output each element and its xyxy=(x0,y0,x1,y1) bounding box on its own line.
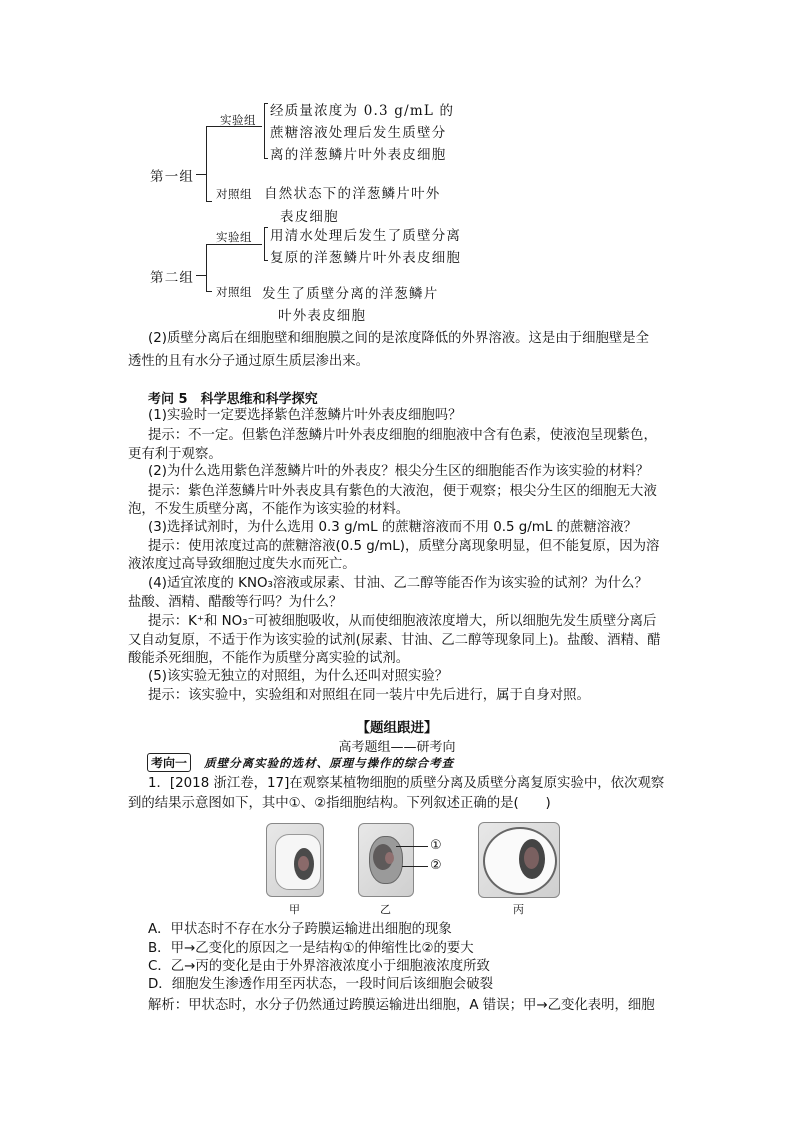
kaowen5-line: (5)该实验无独立的对照组，为什么还叫对照实验？ xyxy=(148,669,449,684)
marker-1: ① xyxy=(430,838,442,853)
figure-label-yi: 乙 xyxy=(380,903,391,916)
para2-line1: (2)质壁分离后在细胞壁和细胞膜之间的是浓度降低的外界溶液。这是由于细胞壁是全 xyxy=(148,331,650,346)
figure-label-bing: 丙 xyxy=(513,903,524,916)
topic-title: 质壁分离实验的选材、原理与操作的综合考查 xyxy=(204,756,455,770)
tizu-subheading: 高考题组——研考向 xyxy=(338,740,456,755)
kaowen5-line: 提示：该实验中，实验组和对照组在同一装片中先后进行，属于自身对照。 xyxy=(148,688,590,703)
cell-image-bing xyxy=(478,822,560,898)
kaowen5-line: 泡，不发生质壁分离，不能作为该实验的材料。 xyxy=(128,502,410,517)
group2-ctrl-line2: 叶外表皮细胞 xyxy=(278,308,367,324)
kaowen5-line: 液浓度过高导致细胞过度失水而死亡。 xyxy=(128,557,356,572)
kaowen5-line: 盐酸、酒精、醋酸等行吗？为什么？ xyxy=(128,595,343,610)
topic-row xyxy=(147,752,454,772)
kaowen5-line: 提示：K⁺和 NO₃⁻可被细胞吸收，从而使细胞液浓度增大，所以细胞先发生质壁分离后 xyxy=(148,614,657,629)
option-a: A．甲状态时不存在水分子跨膜运输进出细胞的现象 xyxy=(148,922,452,937)
kaowen5-line: (2)为什么选用紫色洋葱鳞片叶的外表皮？根尖分生区的细胞能否作为该实验的材料？ xyxy=(148,464,650,479)
option-c: C．乙→丙的变化是由于外界溶液浓度小于细胞液浓度所致 xyxy=(148,959,490,974)
kaowen5-line: (1)实验时一定要选择紫色洋葱鳞片叶外表皮细胞吗？ xyxy=(148,408,462,423)
group2-exp-label: 实验组 xyxy=(216,230,252,244)
group1-exp-label: 实验组 xyxy=(220,113,256,127)
group2-exp-line1: 用清水处理后发生了质壁分离 xyxy=(270,228,462,244)
group1-exp-line2: 蔗糖溶液处理后发生质壁分 xyxy=(270,125,447,141)
marker-2: ② xyxy=(430,858,442,873)
kaowen5-line: 提示：使用浓度过高的蔗糖溶液(0.5 g/mL)，质壁分离现象明显，但不能复原，因为溶 xyxy=(148,539,660,554)
group1-ctrl-label: 对照组 xyxy=(216,187,252,201)
option-b: B．甲→乙变化的原因之一是结构①的伸缩性比②的要大 xyxy=(148,941,474,956)
kaowen5-line: 更有利于观察。 xyxy=(128,447,222,462)
kaowen5-title: 考问 5 科学思维和科学探究 xyxy=(148,392,318,407)
group2-ctrl-label: 对照组 xyxy=(216,285,252,299)
group2-label: 第二组 xyxy=(150,270,195,286)
question-stem-line1: 1．[2018 浙江卷，17]在观察某植物细胞的质壁分离及质壁分离复原实验中，依次观察 xyxy=(148,776,665,791)
group1-ctrl-line1: 自然状态下的洋葱鳞片叶外 xyxy=(264,186,441,202)
kaowen5-line: 提示：不一定。但紫色洋葱鳞片叶外表皮细胞的细胞液中含有色素，使液泡呈现紫色， xyxy=(148,428,657,443)
kaowen5-line: 酸能杀死细胞，不能作为质壁分离实验的试剂。 xyxy=(128,651,410,666)
group2-exp-line2: 复原的洋葱鳞片叶外表皮细胞 xyxy=(270,250,462,266)
figure-label-jia: 甲 xyxy=(289,903,300,916)
kaowen5-line: (4)适宜浓度的 KNO₃溶液或尿素、甘油、乙二醇等能否作为该实验的试剂？为什么？ xyxy=(148,576,648,591)
question-stem-line2: 到的结果示意图如下，其中①、②指细胞结构。下列叙述正确的是( ) xyxy=(128,796,551,811)
kaowen5-line: (3)选择试剂时，为什么选用 0.3 g/mL 的蔗糖溶液而不用 0.5 g/mL 的蔗糖溶液？ xyxy=(148,520,637,535)
tizu-heading: 【题组跟进】 xyxy=(356,720,438,736)
para2-line2: 透性的且有水分子通过原生质层渗出来。 xyxy=(128,354,370,369)
group2-ctrl-line1: 发生了质壁分离的洋葱鳞片 xyxy=(262,286,439,302)
group1-ctrl-line2: 表皮细胞 xyxy=(280,209,339,225)
group1-label: 第一组 xyxy=(150,169,195,185)
group1-exp-line1: 经质量浓度为 0.3 g/mL 的 xyxy=(270,103,455,119)
option-d: D．细胞发生渗透作用至丙状态，一段时间后该细胞会破裂 xyxy=(148,977,494,992)
cell-image-jia xyxy=(266,823,324,897)
analysis-text: 解析：甲状态时，水分子仍然通过跨膜运输进出细胞，A 错误；甲→乙变化表明，细胞 xyxy=(148,998,655,1013)
cell-image-yi xyxy=(358,823,414,897)
kaowen5-line: 提示：紫色洋葱鳞片叶外表皮具有紫色的大液泡，便于观察；根尖分生区的细胞无大液 xyxy=(148,484,657,499)
topic-tag: 考向一 xyxy=(147,753,191,772)
kaowen5-line: 又自动复原，不适于作为该实验的试剂(尿素、甘油、乙二醇等现象同上)。盐酸、酒精、醋 xyxy=(128,633,661,648)
group1-exp-line3: 离的洋葱鳞片叶外表皮细胞 xyxy=(270,147,447,163)
